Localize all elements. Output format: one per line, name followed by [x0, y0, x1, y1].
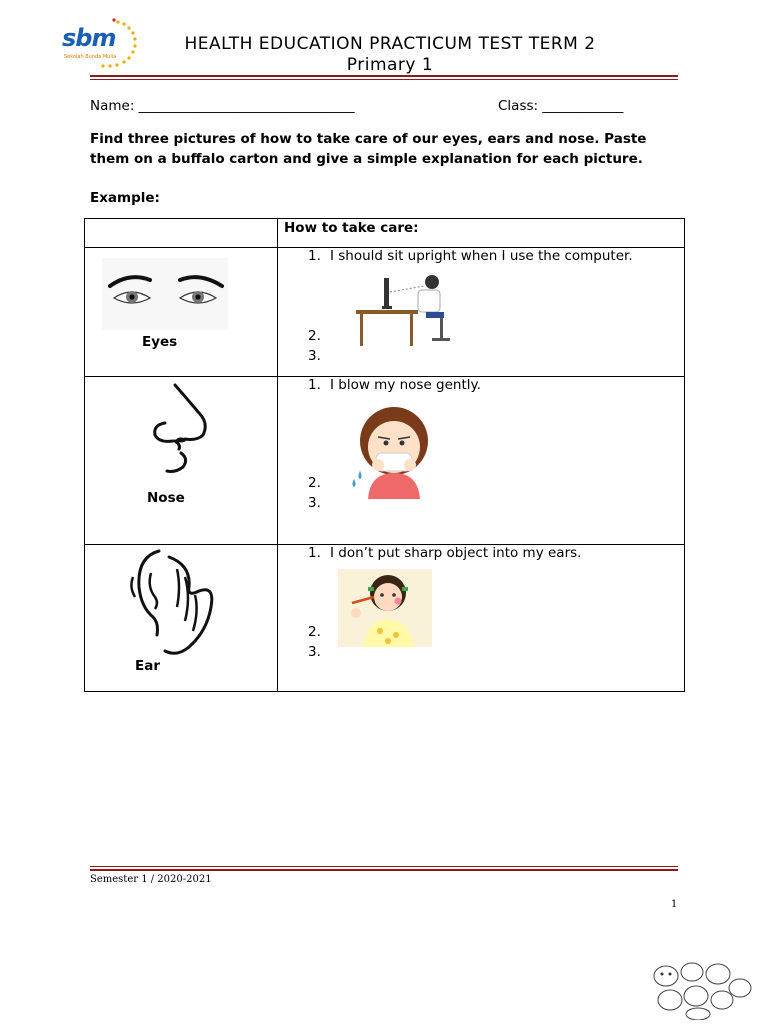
page-number: 1	[671, 899, 678, 910]
header-cell-left	[85, 219, 278, 248]
organ-label-eyes: Eyes	[142, 334, 178, 350]
organ-label-ear: Ear	[135, 658, 160, 674]
footer-divider-thin	[90, 866, 678, 867]
semester-label: Semester 1 / 2020-2021	[90, 874, 212, 885]
care-table	[84, 218, 685, 692]
care-cell-eyes	[278, 248, 685, 377]
computer-posture-icon	[330, 272, 470, 348]
organ-cell-ear	[85, 545, 278, 692]
instructions: Find three pictures of how to take care of our eyes, ears and nose. Paste them on a buffalo carton and give a simple explanation for each picture.	[90, 131, 647, 167]
care-cell-ear	[278, 545, 685, 692]
school-logo	[58, 16, 144, 74]
care-cell-nose	[278, 377, 685, 545]
header-divider	[90, 75, 678, 77]
name-field: Name: ________________________________	[90, 98, 355, 114]
organ-label-nose: Nose	[147, 490, 185, 506]
page-title	[150, 34, 630, 76]
girl-blowing-nose-icon	[346, 399, 446, 499]
list-item: 1. I should sit upright when I use the computer.	[308, 248, 633, 264]
footer-divider	[90, 869, 678, 871]
ear-icon	[129, 547, 219, 659]
bubbles-decoration-icon	[650, 960, 754, 1020]
eyes-icon	[102, 258, 228, 330]
list-item: 1. I don’t put sharp object into my ears.	[308, 545, 582, 561]
list-item: 2.	[308, 328, 321, 344]
title-line-2: Primary 1	[346, 55, 434, 75]
logo-tagline: Sekolah Bunda Mulia	[64, 54, 117, 60]
nose-icon	[145, 383, 225, 483]
girl-ear-icon	[338, 569, 432, 647]
list-item: 2.	[308, 624, 321, 640]
logo-text: sbm	[62, 24, 116, 52]
table-row	[85, 248, 685, 377]
header-divider-thin	[90, 79, 678, 80]
table-header-row	[85, 219, 685, 248]
organ-cell-nose	[85, 377, 278, 545]
table-row	[85, 545, 685, 692]
example-label: Example:	[90, 190, 160, 206]
title-line-1: HEALTH EDUCATION PRACTICUM TEST TERM 2	[184, 34, 596, 54]
list-item: 3.	[308, 644, 321, 660]
table-row	[85, 377, 685, 545]
list-item: 1. I blow my nose gently.	[308, 377, 481, 393]
organ-cell-eyes	[85, 248, 278, 377]
list-item: 3.	[308, 348, 321, 364]
class-field: Class: ____________	[498, 98, 624, 114]
list-item: 3.	[308, 495, 321, 511]
header-cell-right: How to take care:	[278, 219, 685, 248]
list-item: 2.	[308, 475, 321, 491]
